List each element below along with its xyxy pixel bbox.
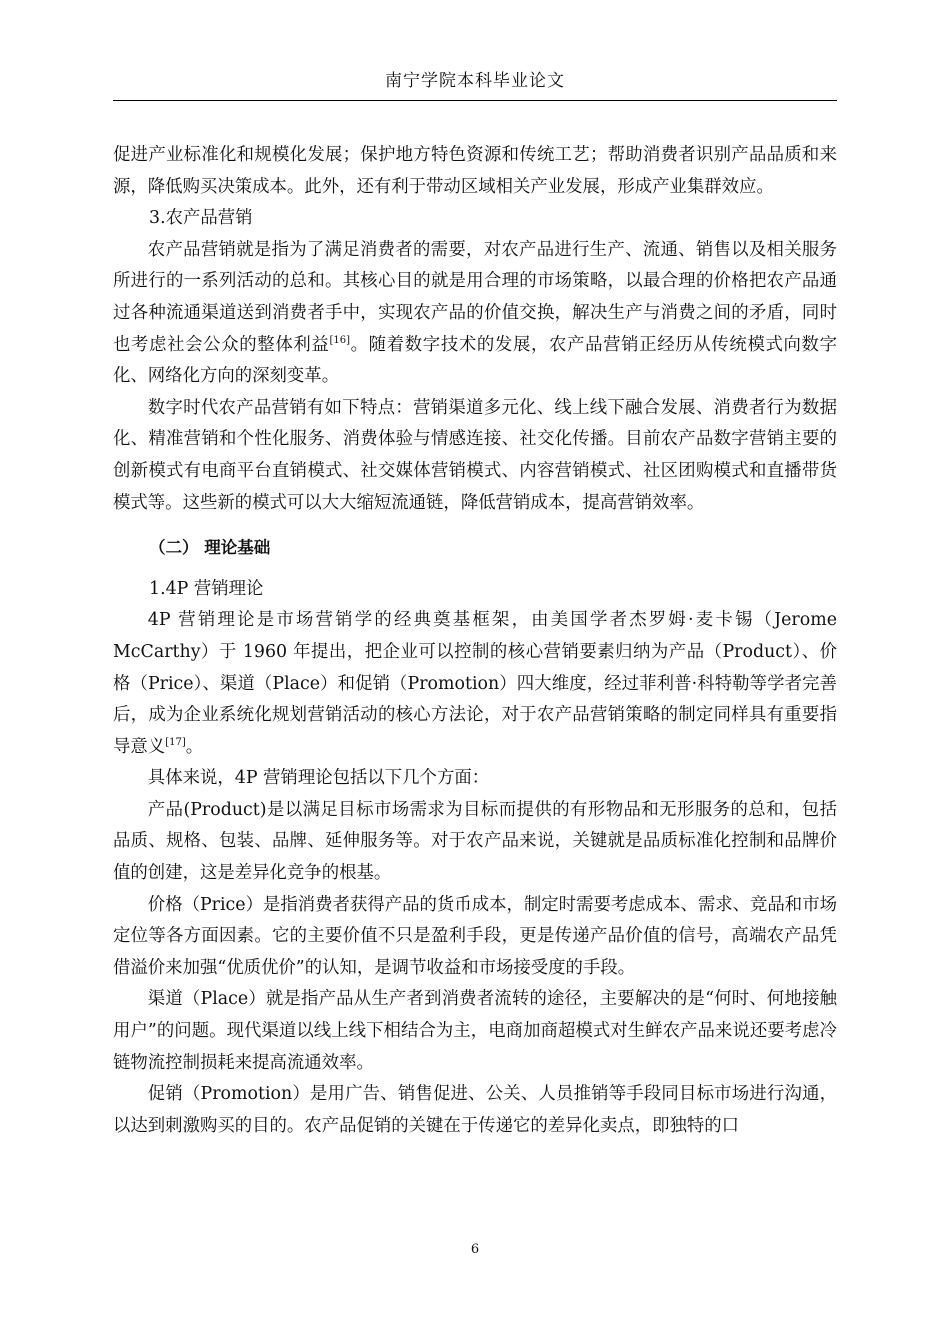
subheading-marketing: 3.农产品营销 <box>149 208 253 229</box>
main-text <box>113 140 837 1142</box>
citation-16: [16] <box>329 334 350 346</box>
paragraph: 促销（Promotion）是用广告、销售促进、公关、人员推销等手段同目标市场进行沟通，以达到刺激购买的目的。农产品促销的关键在于传递它的差异化卖点，即独特的口 <box>113 1084 837 1136</box>
paragraph-text: 。随着数字技术的发展，农产品营销正经历从传统模式向数字化、网络化方向的深刻变革。 <box>113 334 837 387</box>
paragraph-text: 农产品营销就是指为了满足消费者的需要，对农产品进行生产、流通、销售以及相关服务所进行的一系列活动的总和。其核心目的就是用合理的市场策略，以最合理的价格把农产品通过各种流通渠道送到消费者手中，实现农产品的价值交换，解决生产与消费之间的矛盾，同时也考虑社会公众的整体利益 <box>113 239 837 355</box>
paragraph <box>113 235 837 393</box>
paragraph: 价格（Price）是指消费者获得产品的货币成本，制定时需要考虑成本、需求、竞品和市场定位等各方面因素。它的主要价值不只是盈利手段，更是传递产品价值的信号，高端农产品凭借溢价来加强“优质优价”的认知，是调节收益和市场接受度的手段。 <box>113 894 837 978</box>
paragraph: 渠道（Place）就是指产品从生产者到消费者流转的途径，主要解决的是“何时、何地接触用户”的问题。现代渠道以线上线下相结合为主，电商加商超模式对生鲜农产品来说还要考虑冷链物流控制损耗来提高流通效率。 <box>113 989 837 1073</box>
paragraph-text: 。 <box>185 736 204 757</box>
paragraph: 具体来说，4P 营销理论包括以下几个方面： <box>147 768 490 789</box>
paragraph-text: 4P 营销理论是市场营销学的经典奠基框架，由美国学者杰罗姆·麦卡锡（Jerome McCarthy）于 1960 年提出，把企业可以控制的核心营销要素归纳为产品（Product）、价格（Price）、渠道（Place）和促销（Promotion）四大维度，经过菲利普·科特勒等学者完善后，成为企业系统化规划营销活动的核心方法论，对于农产品营销策略的制定同样具有重要指导意义 <box>113 610 837 757</box>
subheading-4p: 1.4P 营销理论 <box>149 578 264 599</box>
paragraph: 数字时代农产品营销有如下特点：营销渠道多元化、线上线下融合发展、消费者行为数据化、精准营销和个性化服务、消费体验与情感连接、社交化传播。目前农产品数字营销主要的创新模式有电商平台直销模式、社交媒体营销模式、内容营销模式、社区团购模式和直播带货模式等。这些新的模式可以大大缩短流通链，降低营销成本，提高营销效率。 <box>113 397 837 513</box>
page-number: 6 <box>470 1242 480 1257</box>
citation-17: [17] <box>165 736 186 748</box>
paragraph: 产品(Product)是以满足目标市场需求为目标而提供的有形物品和无形服务的总和，包括品质、规格、包装、品牌、延伸服务等。对于农产品来说，关键就是品质标准化控制和品牌价值的创建，这是差异化竞争的根基。 <box>113 799 837 884</box>
paragraph <box>113 605 837 763</box>
header-rule <box>113 100 837 101</box>
paragraph: 促进产业标准化和规模化发展；保护地方特色资源和传统工艺；帮助消费者识别产品品质和来源，降低购买决策成本。此外，还有利于带动区域相关产业发展，形成产业集群效应。 <box>113 145 837 197</box>
page-header: 南宁学院本科毕业论文 <box>385 71 565 91</box>
section-heading: （二） 理论基础 <box>149 538 271 558</box>
